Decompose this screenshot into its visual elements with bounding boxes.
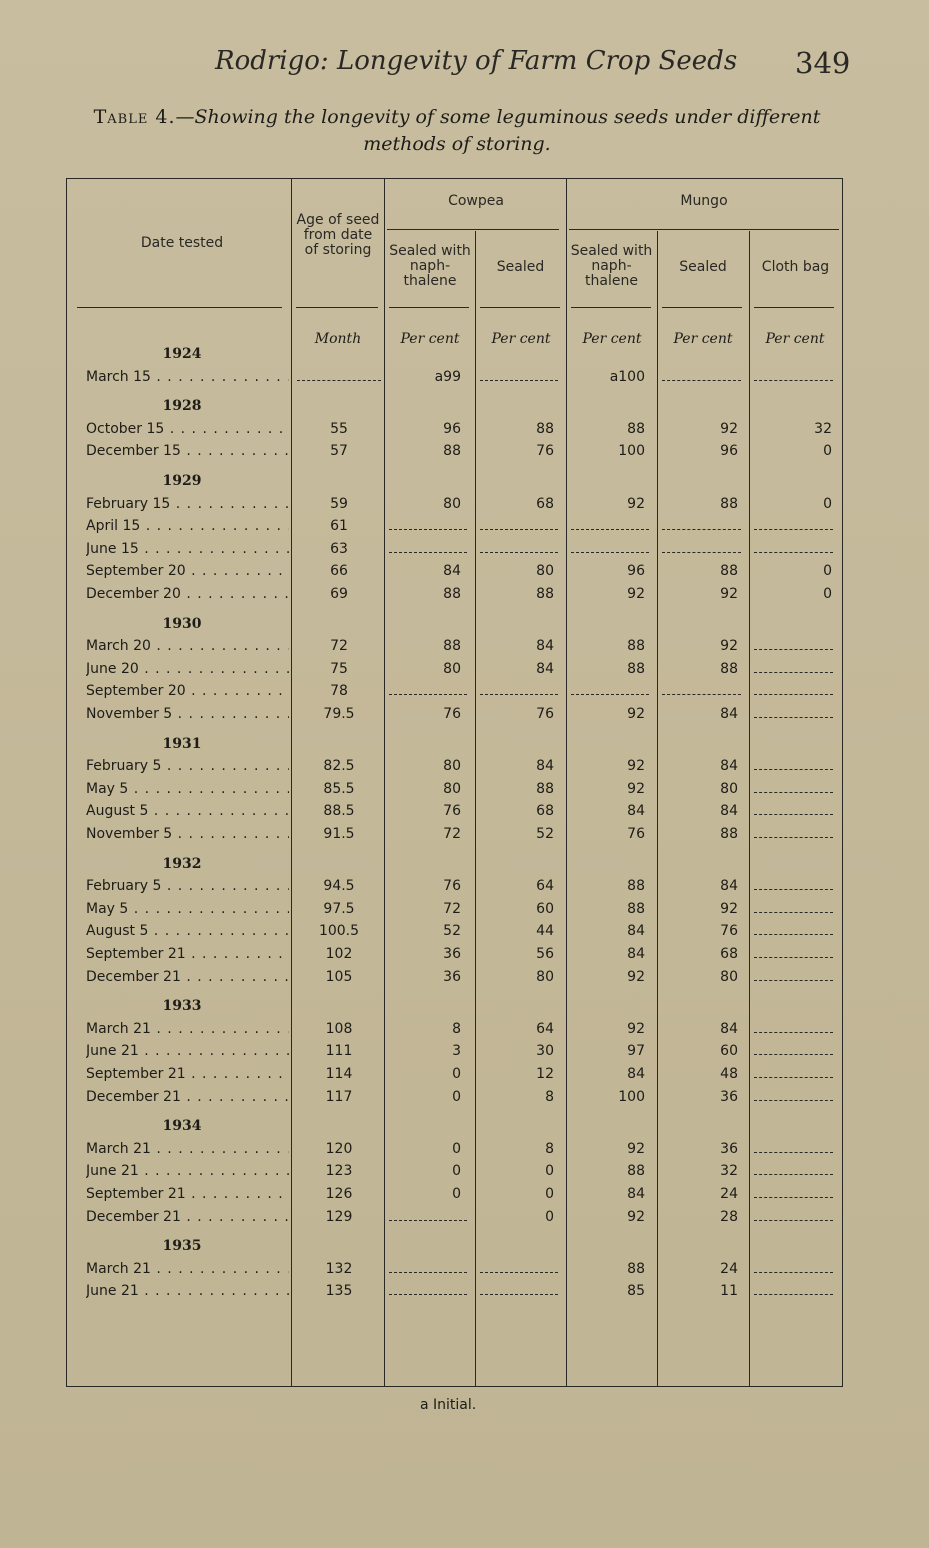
table-row [67, 369, 842, 391]
age-months: 75 [330, 660, 348, 677]
empty-cell-dash [754, 1197, 833, 1198]
table-row [67, 758, 842, 780]
percent-c-naph: 52 [443, 923, 461, 940]
date-tested: November 5 . . . [86, 826, 289, 842]
date-tested: December 20 . . . [86, 586, 289, 602]
year-row [67, 1118, 842, 1140]
percent-c-naph: 76 [443, 878, 461, 895]
percent-c-sealed: 84 [536, 660, 554, 677]
percent-m-sealed: 84 [720, 758, 738, 775]
percent-m-sealed: 92 [720, 638, 738, 655]
age-months: 120 [325, 1140, 353, 1157]
percent-c-sealed: 80 [536, 563, 554, 580]
percent-c-sealed: 56 [536, 946, 554, 962]
table-row [67, 443, 842, 465]
table-row [67, 518, 842, 540]
age-months: 126 [325, 1186, 353, 1202]
header-rule [480, 307, 560, 308]
age-months: 63 [330, 540, 348, 557]
unit-pct: Per cent [765, 331, 825, 347]
age-months: 94.5 [323, 878, 355, 895]
header-mungo-cloth: Cloth bag [761, 259, 830, 275]
percent-c-naph: 96 [443, 420, 461, 437]
year-label: 1924 [162, 346, 202, 362]
age-months: 69 [330, 586, 348, 602]
percent-m-sealed: 84 [720, 1020, 738, 1037]
percent-c-naph: a99 [434, 368, 461, 385]
year-label: 1928 [162, 398, 202, 415]
date-tested: December 21 . . . [86, 1209, 289, 1225]
percent-m-naph: 97 [627, 1043, 645, 1060]
header-rule [571, 307, 651, 308]
percent-m-naph: 84 [627, 1066, 645, 1082]
date-tested: September 21 . . . [86, 946, 289, 962]
table-row [67, 826, 842, 848]
percent-m-naph: 92 [627, 758, 645, 775]
footnote: a Initial. [420, 1397, 477, 1413]
percent-m-naph: 84 [627, 803, 645, 820]
percent-c-sealed: 88 [536, 780, 554, 797]
percent-c-naph: 36 [443, 968, 461, 985]
percent-c-sealed: 76 [536, 706, 554, 722]
year-label: 1935 [162, 1238, 202, 1255]
empty-cell-dash [754, 1152, 833, 1153]
age-months: 79.5 [323, 706, 355, 722]
percent-c-sealed: 0 [545, 1208, 554, 1225]
year-label: 1929 [162, 473, 202, 489]
age-months: 59 [330, 495, 348, 512]
empty-cell-dash [571, 529, 649, 530]
header-date: Date tested [140, 235, 224, 251]
date-tested: February 5 . . . [86, 758, 289, 774]
date-tested: November 5 . . . [86, 706, 289, 722]
percent-m-cloth: 0 [823, 563, 832, 580]
header-rule [754, 307, 834, 308]
year-label: 1933 [162, 998, 202, 1015]
page-header [0, 46, 929, 86]
empty-cell-dash [754, 1272, 833, 1273]
table-row [67, 1261, 842, 1283]
empty-cell-dash [662, 380, 741, 381]
date-tested: June 21 . . . [86, 1283, 289, 1299]
percent-c-naph: 88 [443, 443, 461, 460]
header-age: Age of seed from date of storing [296, 212, 380, 258]
percent-m-cloth: 0 [823, 495, 832, 512]
percent-c-sealed: 84 [536, 758, 554, 775]
unit-pct: Per cent [673, 331, 733, 347]
percent-c-naph: 72 [443, 900, 461, 917]
table-row [67, 901, 842, 923]
percent-m-naph: 92 [627, 706, 645, 722]
percent-c-sealed: 52 [536, 826, 554, 842]
age-months: 111 [325, 1043, 353, 1060]
percent-c-naph: 88 [443, 638, 461, 655]
percent-c-naph: 76 [443, 803, 461, 820]
date-tested: September 21 . . . [86, 1186, 289, 1202]
empty-cell-dash [662, 694, 741, 695]
percent-m-cloth: 0 [823, 586, 832, 602]
table-row [67, 803, 842, 825]
empty-cell-dash [389, 694, 467, 695]
date-tested: December 21 . . . [86, 1089, 289, 1105]
percent-m-naph: 92 [627, 495, 645, 512]
table-row [67, 946, 842, 968]
empty-cell-dash [754, 1032, 833, 1033]
percent-m-naph: 88 [627, 638, 645, 655]
empty-cell-dash [754, 1174, 833, 1175]
percent-c-naph: 84 [443, 563, 461, 580]
percent-m-sealed: 80 [720, 968, 738, 985]
header-rule [389, 307, 469, 308]
header-cowpea-naph: Sealed with naph-thalene [389, 243, 471, 289]
age-months: 108 [325, 1020, 353, 1037]
year-row [67, 398, 842, 420]
percent-m-sealed: 96 [720, 443, 738, 460]
percent-c-naph: 0 [452, 1088, 461, 1105]
age-months: 123 [325, 1163, 353, 1180]
date-tested: February 15 . . . [86, 496, 289, 512]
age-months: 55 [330, 420, 348, 437]
age-months: 61 [330, 518, 348, 535]
empty-cell-dash [480, 380, 558, 381]
percent-c-naph: 76 [443, 706, 461, 722]
table-row [67, 1066, 842, 1088]
year-row [67, 346, 842, 368]
empty-cell-dash [754, 1294, 833, 1295]
percent-c-naph: 0 [452, 1140, 461, 1157]
percent-m-cloth: 32 [814, 420, 832, 437]
percent-m-naph: 88 [627, 1260, 645, 1277]
date-tested: March 21 . . . [86, 1021, 289, 1037]
percent-c-sealed: 0 [545, 1186, 554, 1202]
table-row [67, 683, 842, 705]
percent-m-naph: 92 [627, 968, 645, 985]
age-months: 72 [330, 638, 348, 655]
percent-m-naph: 88 [627, 1163, 645, 1180]
empty-cell-dash [754, 912, 833, 913]
date-tested: February 5 . . . [86, 878, 289, 894]
percent-m-naph: 76 [627, 826, 645, 842]
percent-c-sealed: 76 [536, 443, 554, 460]
empty-cell-dash [754, 837, 833, 838]
empty-cell-dash [754, 649, 833, 650]
percent-c-naph: 8 [452, 1020, 461, 1037]
percent-m-sealed: 88 [720, 563, 738, 580]
percent-c-sealed: 88 [536, 586, 554, 602]
date-tested: March 15 . . . [86, 369, 289, 385]
table-row [67, 1089, 842, 1111]
empty-cell-dash [754, 717, 833, 718]
empty-cell-dash [754, 934, 833, 935]
percent-c-naph: 36 [443, 946, 461, 962]
empty-cell-dash [480, 694, 558, 695]
percent-c-naph: 0 [452, 1163, 461, 1180]
empty-cell-dash [389, 529, 467, 530]
percent-c-naph: 80 [443, 758, 461, 775]
year-label: 1930 [162, 615, 202, 632]
empty-cell-dash [480, 1294, 558, 1295]
header-rule [662, 307, 742, 308]
percent-m-naph: 85 [627, 1283, 645, 1300]
year-label: 1931 [162, 735, 202, 752]
date-tested: May 5 . . . [86, 781, 289, 797]
table-row [67, 878, 842, 900]
percent-c-naph: 0 [452, 1066, 461, 1082]
age-months: 129 [325, 1208, 353, 1225]
percent-m-sealed: 24 [720, 1260, 738, 1277]
percent-c-sealed: 64 [536, 878, 554, 895]
year-label: 1934 [162, 1118, 202, 1135]
empty-cell-dash [662, 552, 741, 553]
percent-m-sealed: 84 [720, 878, 738, 895]
date-tested: September 21 . . . [86, 1066, 289, 1082]
age-months: 66 [330, 563, 348, 580]
header-rule [77, 307, 282, 308]
empty-cell-dash [754, 1077, 833, 1078]
percent-m-sealed: 60 [720, 1043, 738, 1060]
table-row [67, 638, 842, 660]
empty-cell-dash [480, 529, 558, 530]
table-row [67, 1021, 842, 1043]
percent-m-naph: 92 [627, 780, 645, 797]
percent-m-sealed: 68 [720, 946, 738, 962]
age-months: 102 [325, 946, 353, 962]
age-months: 117 [325, 1088, 353, 1105]
percent-c-naph: 0 [452, 1186, 461, 1202]
percent-m-naph: 96 [627, 563, 645, 580]
age-months: 100.5 [318, 923, 360, 940]
header-mungo-naph: Sealed with naph-thalene [570, 243, 653, 289]
group-rule [387, 229, 559, 230]
empty-cell-dash [389, 552, 467, 553]
running-head: Rodrigo: Longevity of Farm Crop Seeds [215, 46, 738, 76]
percent-m-sealed: 76 [720, 923, 738, 940]
percent-m-naph: 88 [627, 878, 645, 895]
percent-c-sealed: 68 [536, 803, 554, 820]
date-tested: June 20 . . . [86, 661, 289, 677]
group-rule [569, 229, 839, 230]
empty-cell-dash [754, 380, 833, 381]
table-row [67, 1209, 842, 1231]
header-rule [296, 307, 378, 308]
table-row [67, 421, 842, 443]
percent-m-naph: a100 [609, 368, 645, 385]
date-tested: May 5 . . . [86, 901, 289, 917]
percent-m-naph: 84 [627, 1186, 645, 1202]
table-row [67, 586, 842, 608]
percent-c-sealed: 12 [536, 1066, 554, 1082]
year-label: 1932 [162, 855, 202, 872]
unit-pct: Per cent [582, 331, 642, 347]
empty-cell-dash [754, 957, 833, 958]
date-tested: June 21 . . . [86, 1043, 289, 1059]
unit-pct: Per cent [491, 331, 551, 347]
table-row [67, 781, 842, 803]
table-row [67, 1283, 842, 1305]
date-tested: June 15 . . . [86, 541, 289, 557]
table-label: Table 4. [93, 106, 176, 128]
percent-m-sealed: 92 [720, 420, 738, 437]
percent-c-naph: 3 [452, 1043, 461, 1060]
age-months: 132 [325, 1260, 353, 1277]
year-row [67, 473, 842, 495]
empty-cell-dash [389, 1294, 467, 1295]
percent-m-naph: 92 [627, 586, 645, 602]
percent-c-sealed: 68 [536, 495, 554, 512]
table-title: —Showing the longevity of some leguminous seeds under different methods of storing. [175, 106, 821, 155]
percent-c-naph: 88 [443, 586, 461, 602]
year-row [67, 1238, 842, 1260]
empty-cell-dash [389, 1272, 467, 1273]
table-row [67, 1163, 842, 1185]
date-tested: September 20 . . . [86, 683, 289, 699]
percent-m-sealed: 24 [720, 1186, 738, 1202]
empty-cell-dash [754, 980, 833, 981]
year-row [67, 736, 842, 758]
unit-pct: Per cent [400, 331, 460, 347]
percent-m-naph: 88 [627, 900, 645, 917]
empty-cell-dash [754, 889, 833, 890]
year-row [67, 856, 842, 878]
header-mungo: Mungo [680, 193, 728, 209]
age-months: 78 [330, 683, 348, 700]
date-tested: June 21 . . . [86, 1163, 289, 1179]
date-tested: September 20 . . . [86, 563, 289, 579]
percent-m-cloth: 0 [823, 443, 832, 460]
age-months: 82.5 [323, 758, 355, 775]
empty-cell-dash [389, 1220, 467, 1221]
table-row [67, 1043, 842, 1065]
table-row [67, 541, 842, 563]
percent-m-naph: 92 [627, 1020, 645, 1037]
percent-m-sealed: 88 [720, 826, 738, 842]
percent-c-sealed: 44 [536, 923, 554, 940]
percent-m-naph: 100 [618, 1088, 645, 1105]
empty-cell-dash [754, 792, 833, 793]
age-months: 91.5 [323, 826, 355, 842]
date-tested: December 21 . . . [86, 969, 289, 985]
percent-m-sealed: 84 [720, 706, 738, 722]
percent-m-naph: 88 [627, 420, 645, 437]
header-mungo-sealed: Sealed [679, 259, 727, 275]
table-row [67, 923, 842, 945]
date-tested: October 15 . . . [86, 421, 289, 437]
empty-cell-dash [754, 769, 833, 770]
empty-cell-dash [754, 672, 833, 673]
percent-c-naph: 80 [443, 495, 461, 512]
empty-cell-dash [754, 694, 833, 695]
percent-m-naph: 84 [627, 946, 645, 962]
percent-m-sealed: 84 [720, 803, 738, 820]
percent-m-sealed: 28 [720, 1208, 738, 1225]
empty-cell-dash [480, 1272, 558, 1273]
table-row [67, 661, 842, 683]
empty-cell-dash [754, 552, 833, 553]
empty-cell-dash [297, 380, 381, 381]
percent-c-sealed: 60 [536, 900, 554, 917]
empty-cell-dash [480, 552, 558, 553]
percent-c-sealed: 8 [545, 1088, 554, 1105]
percent-c-sealed: 64 [536, 1020, 554, 1037]
year-row [67, 998, 842, 1020]
percent-c-sealed: 30 [536, 1043, 554, 1060]
percent-m-sealed: 92 [720, 900, 738, 917]
year-row [67, 616, 842, 638]
date-tested: December 15 . . . [86, 443, 289, 459]
age-months: 97.5 [323, 900, 355, 917]
table-row [67, 706, 842, 728]
date-tested: August 5 . . . [86, 923, 289, 939]
percent-c-naph: 80 [443, 780, 461, 797]
date-tested: March 21 . . . [86, 1261, 289, 1277]
empty-cell-dash [662, 529, 741, 530]
percent-m-naph: 92 [627, 1208, 645, 1225]
age-months: 57 [330, 443, 348, 460]
percent-m-sealed: 32 [720, 1163, 738, 1180]
table-row [67, 1141, 842, 1163]
percent-c-naph: 72 [443, 826, 461, 842]
percent-c-naph: 80 [443, 660, 461, 677]
empty-cell-dash [754, 1220, 833, 1221]
unit-age: Month [314, 331, 362, 347]
age-months: 88.5 [323, 803, 355, 820]
percent-m-naph: 92 [627, 1140, 645, 1157]
page-number: 349 [795, 46, 851, 80]
header-cowpea: Cowpea [448, 193, 504, 209]
age-months: 105 [325, 968, 353, 985]
percent-c-sealed: 0 [545, 1163, 554, 1180]
empty-cell-dash [571, 552, 649, 553]
empty-cell-dash [754, 529, 833, 530]
percent-m-naph: 100 [618, 443, 645, 460]
percent-m-sealed: 48 [720, 1066, 738, 1082]
percent-c-sealed: 84 [536, 638, 554, 655]
table-caption [62, 104, 852, 158]
percent-m-sealed: 36 [720, 1140, 738, 1157]
percent-m-naph: 88 [627, 660, 645, 677]
table-row [67, 496, 842, 518]
percent-m-sealed: 80 [720, 780, 738, 797]
table-row [67, 563, 842, 585]
percent-c-sealed: 88 [536, 420, 554, 437]
empty-cell-dash [754, 1100, 833, 1101]
age-months: 135 [325, 1283, 353, 1300]
header-cowpea-sealed: Sealed [496, 259, 545, 275]
percent-m-sealed: 36 [720, 1088, 738, 1105]
percent-m-sealed: 88 [720, 660, 738, 677]
percent-m-sealed: 88 [720, 495, 738, 512]
date-tested: March 20 . . . [86, 638, 289, 654]
empty-cell-dash [571, 694, 649, 695]
data-table [66, 178, 843, 1387]
percent-m-sealed: 92 [720, 586, 738, 602]
table-row [67, 969, 842, 991]
empty-cell-dash [754, 814, 833, 815]
date-tested: April 15 . . . [86, 518, 289, 534]
age-months: 85.5 [323, 780, 355, 797]
table-row [67, 1186, 842, 1208]
date-tested: March 21 . . . [86, 1141, 289, 1157]
age-months: 114 [325, 1066, 353, 1082]
date-tested: August 5 . . . [86, 803, 289, 819]
percent-m-naph: 84 [627, 923, 645, 940]
empty-cell-dash [754, 1054, 833, 1055]
percent-c-sealed: 8 [545, 1140, 554, 1157]
percent-c-sealed: 80 [536, 968, 554, 985]
percent-m-sealed: 11 [720, 1283, 738, 1300]
